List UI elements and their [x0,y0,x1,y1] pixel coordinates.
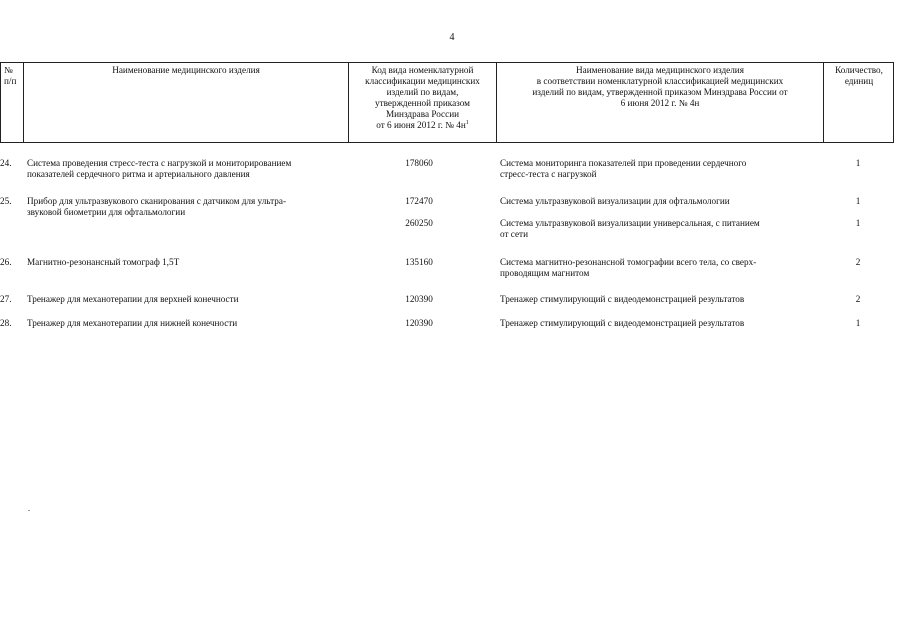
classification-code: 120390 [405,318,433,328]
header-name: Наименование медицинского изделия [112,65,260,75]
classification-code: 135160 [405,257,433,267]
header-code-footnote: 1 [465,120,469,126]
table-row [0,218,894,242]
header-qty: Количество, единиц [835,65,883,86]
row-number: 27. [0,294,12,304]
classification-code: 172470 [405,196,433,206]
row-number: 28. [0,318,12,328]
quantity: 1 [855,158,861,168]
device-name: Прибор для ультразвукового сканирования с датчиком для ультра- звуковой биометрии для офтальмологии [27,196,287,217]
device-name: Тренажер для механотерапии для нижней конечности [27,318,238,328]
device-type-name: Тренажер стимулирующий с видеодемонстрацией результатов [500,294,745,304]
header-code-text: Код вида номенклатурной классификации медицинских изделий по видам, утвержденной приказом Минздрава России от 6 июня 2012 г. № 4н [365,65,480,130]
classification-code: 260250 [405,218,433,228]
device-name: Тренажер для механотерапии для верхней конечности [27,294,239,304]
header-code [350,65,495,131]
quantity: 2 [855,257,861,267]
row-number: 26. [0,257,12,267]
row-number: 25. [0,196,12,206]
header-desc: Наименование вида медицинского изделия в соответствии номенклатурной классификацией медицинских изделий по видам, утвержденной приказом Минздрава России от 6 июня 2012 г. № 4н [532,65,788,108]
device-type-name: Система мониторинга показателей при проведении сердечного стресс-теста с нагрузкой [500,158,747,179]
page-number: 4 [449,32,455,43]
device-type-name: Система ультразвуковой визуализации универсальная, с питанием от сети [500,218,760,239]
table-row [0,158,894,182]
device-type-name: Тренажер стимулирующий с видеодемонстрацией результатов [500,318,745,328]
table-row [0,196,894,220]
scan-mark [28,510,30,511]
column-divider [496,63,497,142]
device-type-name: Система ультразвуковой визуализации для офтальмологии [500,196,730,206]
table-row [0,294,894,318]
device-name: Магнитно-резонансный томограф 1,5Т [27,257,180,267]
device-type-name: Система магнитно-резонансной томографии всего тела, со сверх- проводящим магнитом [500,257,757,278]
classification-code: 178060 [405,158,433,168]
table-row [0,257,894,281]
table-row [0,318,894,342]
device-name: Система проведения стресс-теста с нагрузкой и мониторированием показателей сердечного ритма и артериального давления [27,158,292,179]
quantity: 2 [855,294,861,304]
quantity: 1 [855,218,861,228]
table-header [0,62,894,143]
classification-code: 120390 [405,294,433,304]
column-divider [23,63,24,142]
column-divider [348,63,349,142]
quantity: 1 [855,196,861,206]
row-number: 24. [0,158,12,168]
header-num: № п/п [4,65,17,86]
quantity: 1 [855,318,861,328]
